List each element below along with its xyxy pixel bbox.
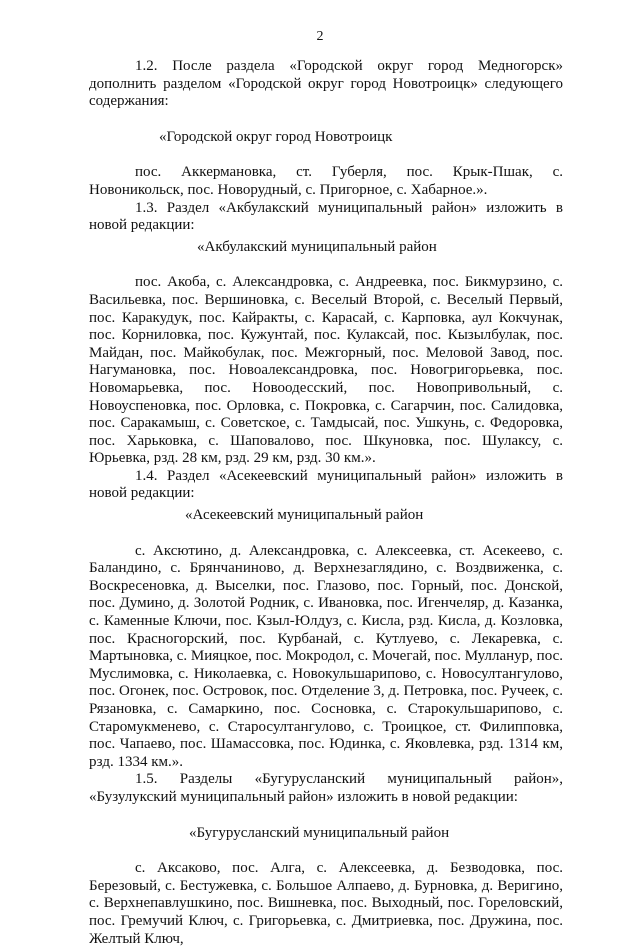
paragraph-1-4: 1.4. Раздел «Асекеевский муниципальный район» изложить в новой редакции: <box>89 467 563 502</box>
paragraph-novotroitsk-list: пос. Аккермановка, ст. Губерля, пос. Крык-Пшак, с. Новоникольск, пос. Новорудный, с. Пригорное, с. Хабарное.». <box>89 164 563 198</box>
section-heading-asekeevo: «Асекеевский муниципальный район <box>185 507 424 524</box>
page-number: 2 <box>316 29 324 44</box>
section-heading-novotroitsk: «Городской округ город Новотроицк <box>159 128 393 145</box>
paragraph-1-5: 1.5. Разделы «Бугурусланский муниципальный район», «Бузулукский муниципальный район» изложить в новой редакции: <box>89 771 563 805</box>
section-heading-akbulak: «Акбулакский муниципальный район <box>197 238 437 255</box>
document-body <box>89 58 563 948</box>
paragraph-asekeevo-list: с. Аксютино, д. Александровка, с. Алексеевка, ст. Асекеево, с. Баландино, с. Брянчаниново, д. Верхнезаглядино, с. Воздвиженка, с. Воскресеновка, д. Выселки, пос. Глазово, пос. Горный, пос. Донской, пос. Думино, д. Золотой Родник, с. Ивановка, пос. Игенчеляр, д. Казанка, с. Каменные Ключи, пос. Кзыл-Юлдуз, с. Кисла, рзд. Кисла, д. Козловка, пос. Красногорский, пос. Курбанай, с. Кутлуево, с. Лекаревка, с. Мартыновка, с. Мияцкое, пос. Мокродол, с. Мочегай, пос. Мулланур, пос. Муслимовка, с. Николаевка, с. Новокульшарипово, с. Новосултангулово, пос. Огонек, пос. Островок, пос. Отделение 3, д. Петровка, пос. Ручеек, с. Рязановка, с. Самаркино, пос. Сосновка, с. Старокульшарипово, с. Старомукменево, с. Старосултангулово, с. Троицкое, ст. Филипповка, пос. Чапаево, пос. Шамассовка, пос. Юдинка, с. Яковлевка, рзд. 1314 км, рзд. 1334 км.». <box>89 542 563 770</box>
paragraph-buguruslan-list: с. Аксаково, пос. Алга, с. Алексеевка, д. Безводовка, пос. Березовый, с. Бестужевка, с. Большое Алпаево, д. Бурновка, д. Веригино, с. Верхнепавлушкино, пос. Вишневка, пос. Выходный, пос. Гореловский, пос. Гремучий Ключ, с. Григорьевка, с. Дмитриевка, пос. Дружина, пос. Желтый Ключ, <box>89 860 563 947</box>
paragraph-akbulak-list: пос. Акоба, с. Александровка, с. Андреевка, пос. Бикмурзино, с. Васильевка, пос. Вершиновка, с. Веселый Второй, с. Веселый Первый, пос. Каракудук, пос. Кайракты, с. Карасай, с. Карповка, аул Кокчунак, пос. Корниловка, пос. Кужунтай, пос. Кулаксай, пос. Кызылбулак, пос. Майдан, пос. Майкобулак, пос. Межгорный, пос. Меловой Завод, пос. Нагумановка, пос. Новоалександровка, пос. Новогригорьевка, пос. Новомарьевка, пос. Новоодесский, пос. Новопривольный, с. Новоуспеновка, пос. Орловка, с. Покровка, с. Сагарчин, пос. Салидовка, пос. Саракамыш, с. Советское, с. Тамдысай, пос. Ушкунь, с. Федоровка, пос. Харьковка, с. Шаповалово, пос. Шкуновка, пос. Шулаксу, с. Юрьевка, рзд. 28 км, рзд. 29 км, рзд. 30 км.». <box>89 274 563 467</box>
paragraph-1-3: 1.3. Раздел «Акбулакский муниципальный район» изложить в новой редакции: <box>89 199 563 234</box>
paragraph-1-2: 1.2. После раздела «Городской округ город Медногорск» дополнить разделом «Городской округ город Новотроицк» следующего содержания: <box>89 58 563 110</box>
section-heading-buguruslan: «Бугурусланский муниципальный район <box>189 824 450 841</box>
